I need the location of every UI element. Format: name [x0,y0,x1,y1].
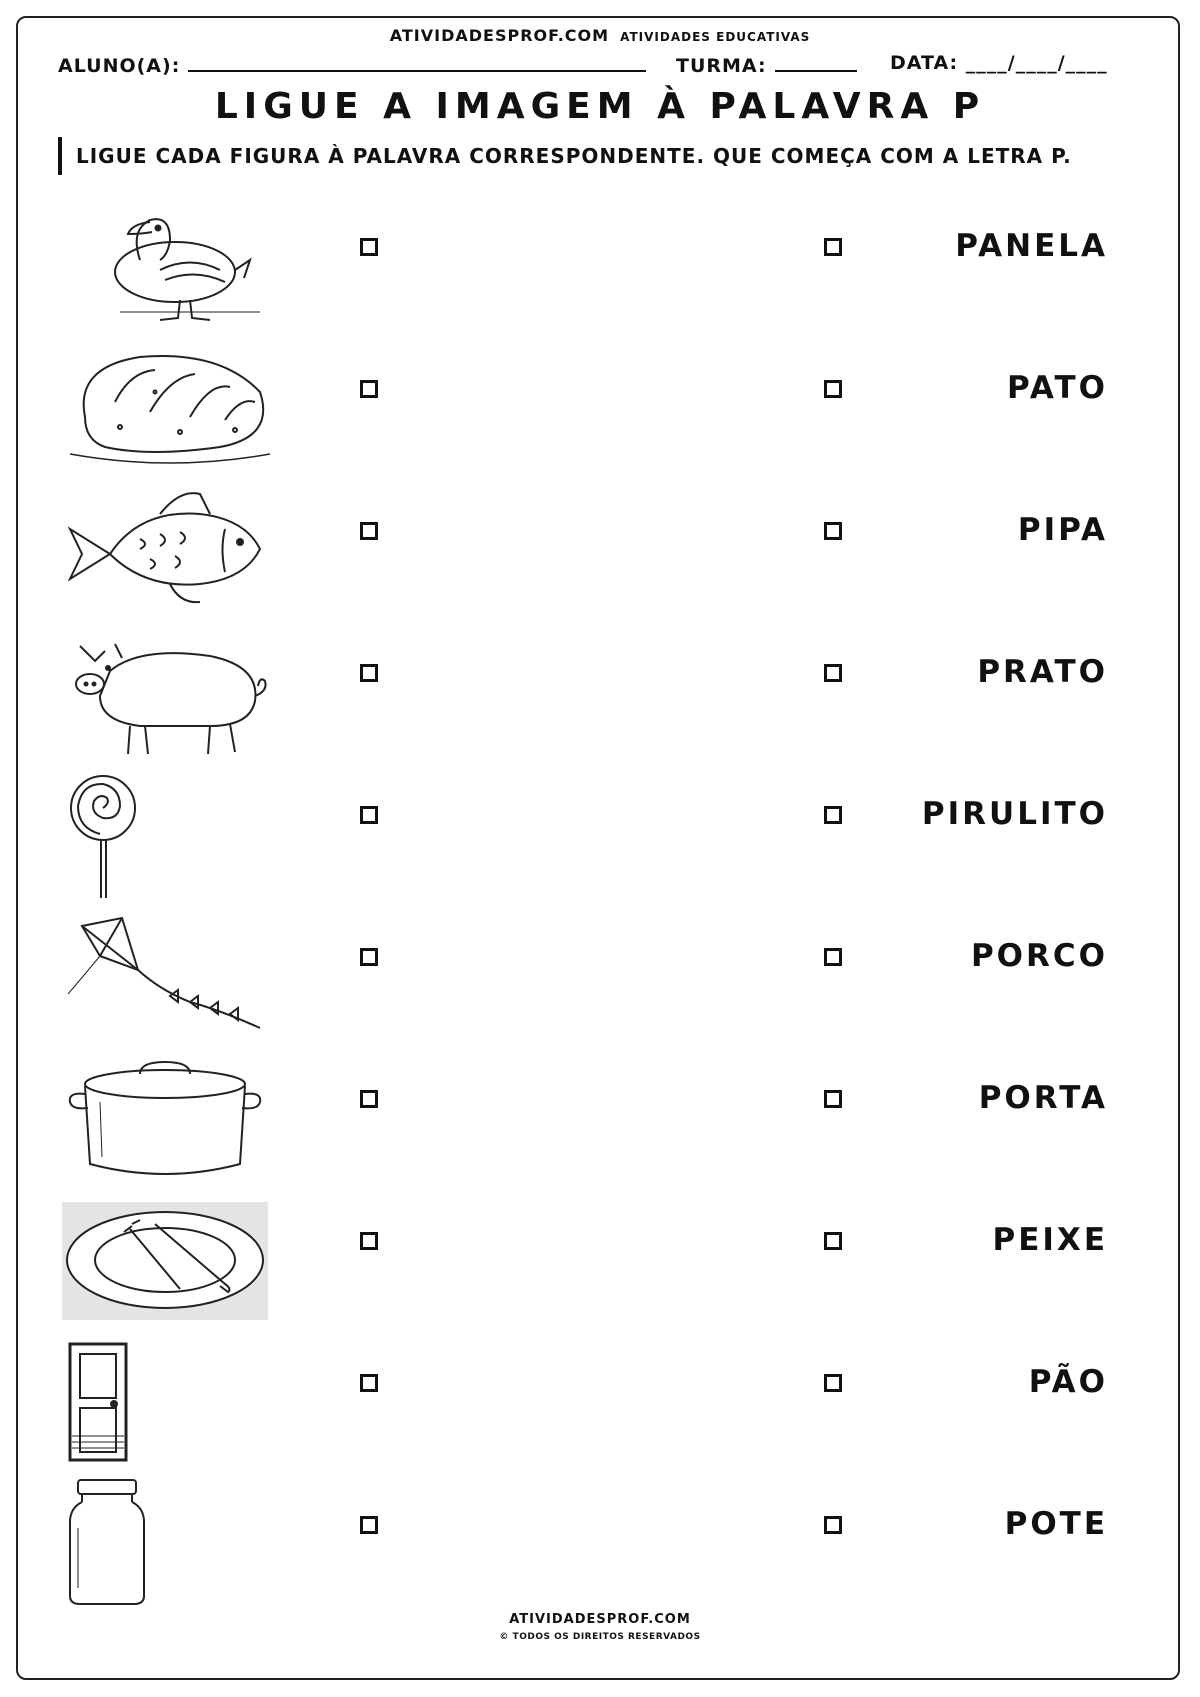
word-label: PORCO [970,938,1108,974]
right-checkbox[interactable] [824,1232,842,1250]
match-row [0,1478,1200,1620]
jar-icon [60,1478,270,1610]
left-checkbox[interactable] [360,1374,378,1392]
left-checkbox[interactable] [360,664,378,682]
bread-icon [60,342,270,474]
match-row [0,910,1200,1052]
fish-icon [60,484,270,616]
class-label: TURMA: [676,55,767,77]
word-label: PÃO [1028,1364,1108,1400]
lollipop-icon [60,768,270,900]
duck-icon [60,200,270,332]
match-row [0,484,1200,626]
word-label: PIPA [1017,512,1108,548]
left-checkbox[interactable] [360,380,378,398]
match-row [0,342,1200,484]
match-row [0,768,1200,910]
match-row [0,626,1200,768]
left-checkbox[interactable] [360,522,378,540]
class-field [676,52,857,77]
pig-icon [60,626,270,758]
plate-icon [60,1194,270,1326]
left-checkbox[interactable] [360,238,378,256]
footer-site: ATIVIDADESPROF.COM [509,1612,691,1627]
site-header [0,26,1200,45]
left-checkbox[interactable] [360,948,378,966]
right-checkbox[interactable] [824,238,842,256]
word-label: PEIXE [992,1222,1108,1258]
site-tagline: ATIVIDADES EDUCATIVAS [620,30,811,44]
word-label: PIRULITO [921,796,1108,832]
site-name: ATIVIDADESPROF.COM [389,26,610,45]
instruction-bar [58,137,62,175]
left-checkbox[interactable] [360,1232,378,1250]
word-label: PRATO [977,654,1108,690]
right-checkbox[interactable] [824,948,842,966]
right-checkbox[interactable] [824,1090,842,1108]
left-checkbox[interactable] [360,1090,378,1108]
right-checkbox[interactable] [824,380,842,398]
student-field [58,52,646,77]
footer-copyright: © TODOS OS DIREITOS RESERVADOS [499,1632,701,1642]
word-label: PANELA [955,228,1108,264]
right-checkbox[interactable] [824,522,842,540]
student-blank[interactable] [188,52,646,72]
page-title: LIGUE A IMAGEM À PALAVRA P [214,86,986,127]
word-label: POTE [1004,1506,1108,1542]
class-blank[interactable] [775,52,857,72]
match-row [0,1194,1200,1336]
left-checkbox[interactable] [360,806,378,824]
word-label: PORTA [978,1080,1108,1116]
right-checkbox[interactable] [824,664,842,682]
door-icon [60,1336,270,1468]
date-field [890,52,1108,74]
word-label: PATO [1007,370,1108,406]
kite-icon [60,910,270,1042]
match-row [0,200,1200,342]
date-blank[interactable]: ____/____/____ [965,52,1108,74]
date-label: DATA: [890,52,959,74]
pot-icon [60,1052,270,1184]
instruction-text: LIGUE CADA FIGURA À PALAVRA CORRESPONDENTE. QUE COMEÇA COM A LETRA P. [76,144,1072,168]
student-label: ALUNO(A): [58,55,181,77]
match-row [0,1052,1200,1194]
right-checkbox[interactable] [824,1374,842,1392]
right-checkbox[interactable] [824,1516,842,1534]
right-checkbox[interactable] [824,806,842,824]
match-row [0,1336,1200,1478]
left-checkbox[interactable] [360,1516,378,1534]
